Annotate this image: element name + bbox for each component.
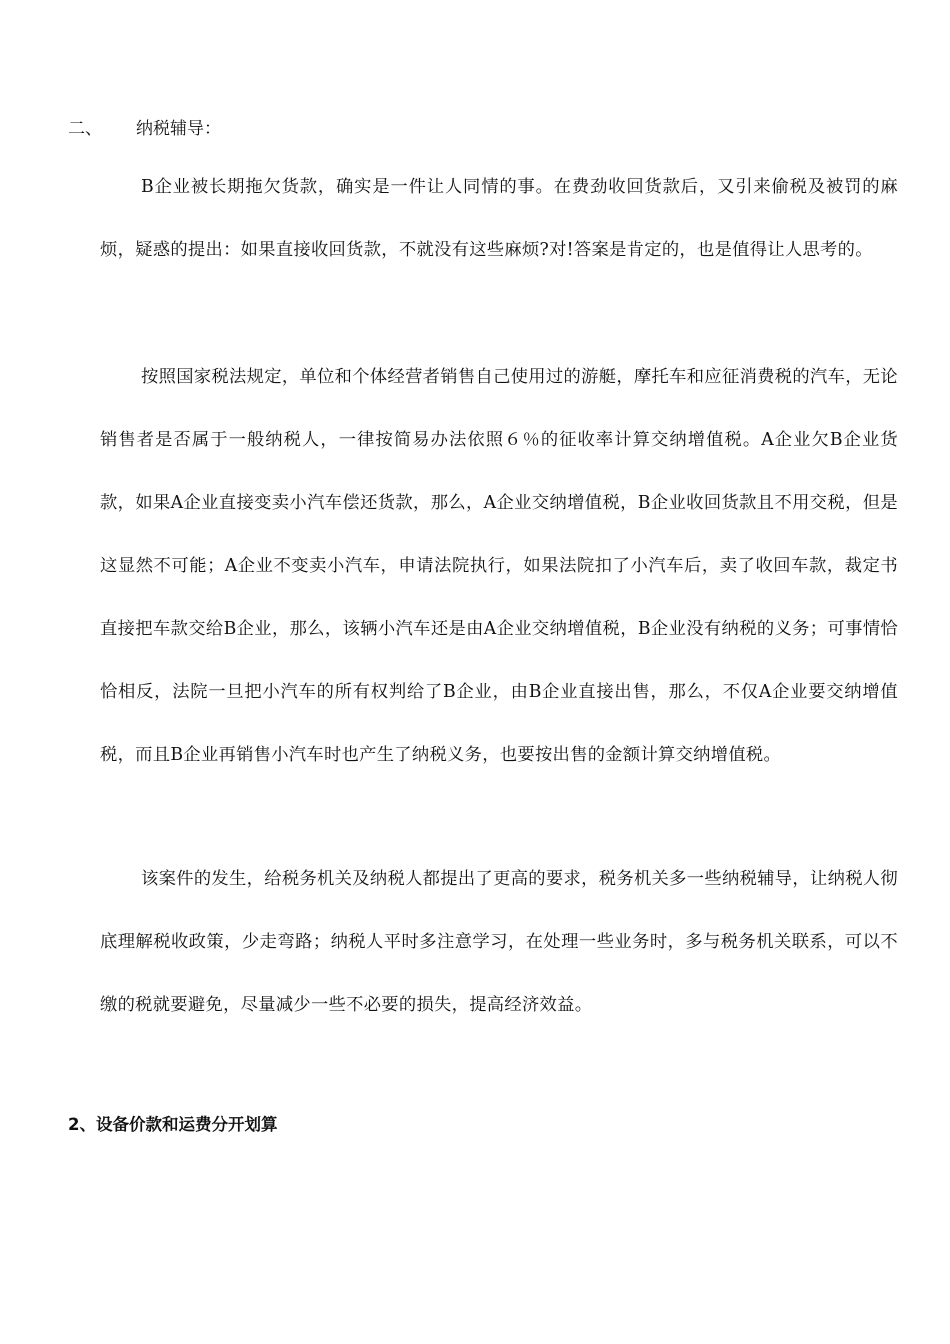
paragraph-3: 该案件的发生，给税务机关及纳税人都提出了更高的要求，税务机关多一些纳税辅导，让纳税人彻底理解税收政策，少走弯路；纳税人平时多注意学习，在处理一些业务时，多与税务机关联系，可以不缴的税就要避免，尽量减少一些不必要的损失，提高经济效益。 bbox=[100, 869, 898, 1015]
subsection-heading: 2、设备价款和运费分开划算 bbox=[68, 1115, 278, 1134]
paragraph-2: 按照国家税法规定，单位和个体经营者销售自己使用过的游艇，摩托车和应征消费税的汽车，无论销售者是否属于一般纳税人，一律按简易办法依照６％的征收率计算交纳增值税。A企业欠B企业货款，如果A企业直接变卖小汽车偿还货款，那么，A企业交纳增值税，B企业收回货款且不用交税，但是这显然不可能；A企业不变卖小汽车，申请法院执行，如果法院扣了小汽车后，卖了收回车款，裁定书直接把车款交给B企业，那么，该辆小汽车还是由A企业交纳增值税，B企业没有纳税的义务；可事情恰恰相反，法院一旦把小汽车的所有权判给了B企业，由B企业直接出售，那么，不仅A企业要交纳增值税，而且B企业再销售小汽车时也产生了纳税义务，也要按出售的金额计算交纳增值税。 bbox=[100, 367, 898, 765]
section-heading bbox=[68, 116, 221, 142]
section-number: 二、 bbox=[68, 119, 102, 139]
paragraph-1: B企业被长期拖欠货款，确实是一件让人同情的事。在费劲收回货款后，又引来偷税及被罚的麻烦，疑惑的提出：如果直接收回货款，不就没有这些麻烦?对!答案是肯定的，也是值得让人思考的。 bbox=[100, 177, 898, 260]
section-title: 纳税辅导： bbox=[136, 119, 221, 139]
